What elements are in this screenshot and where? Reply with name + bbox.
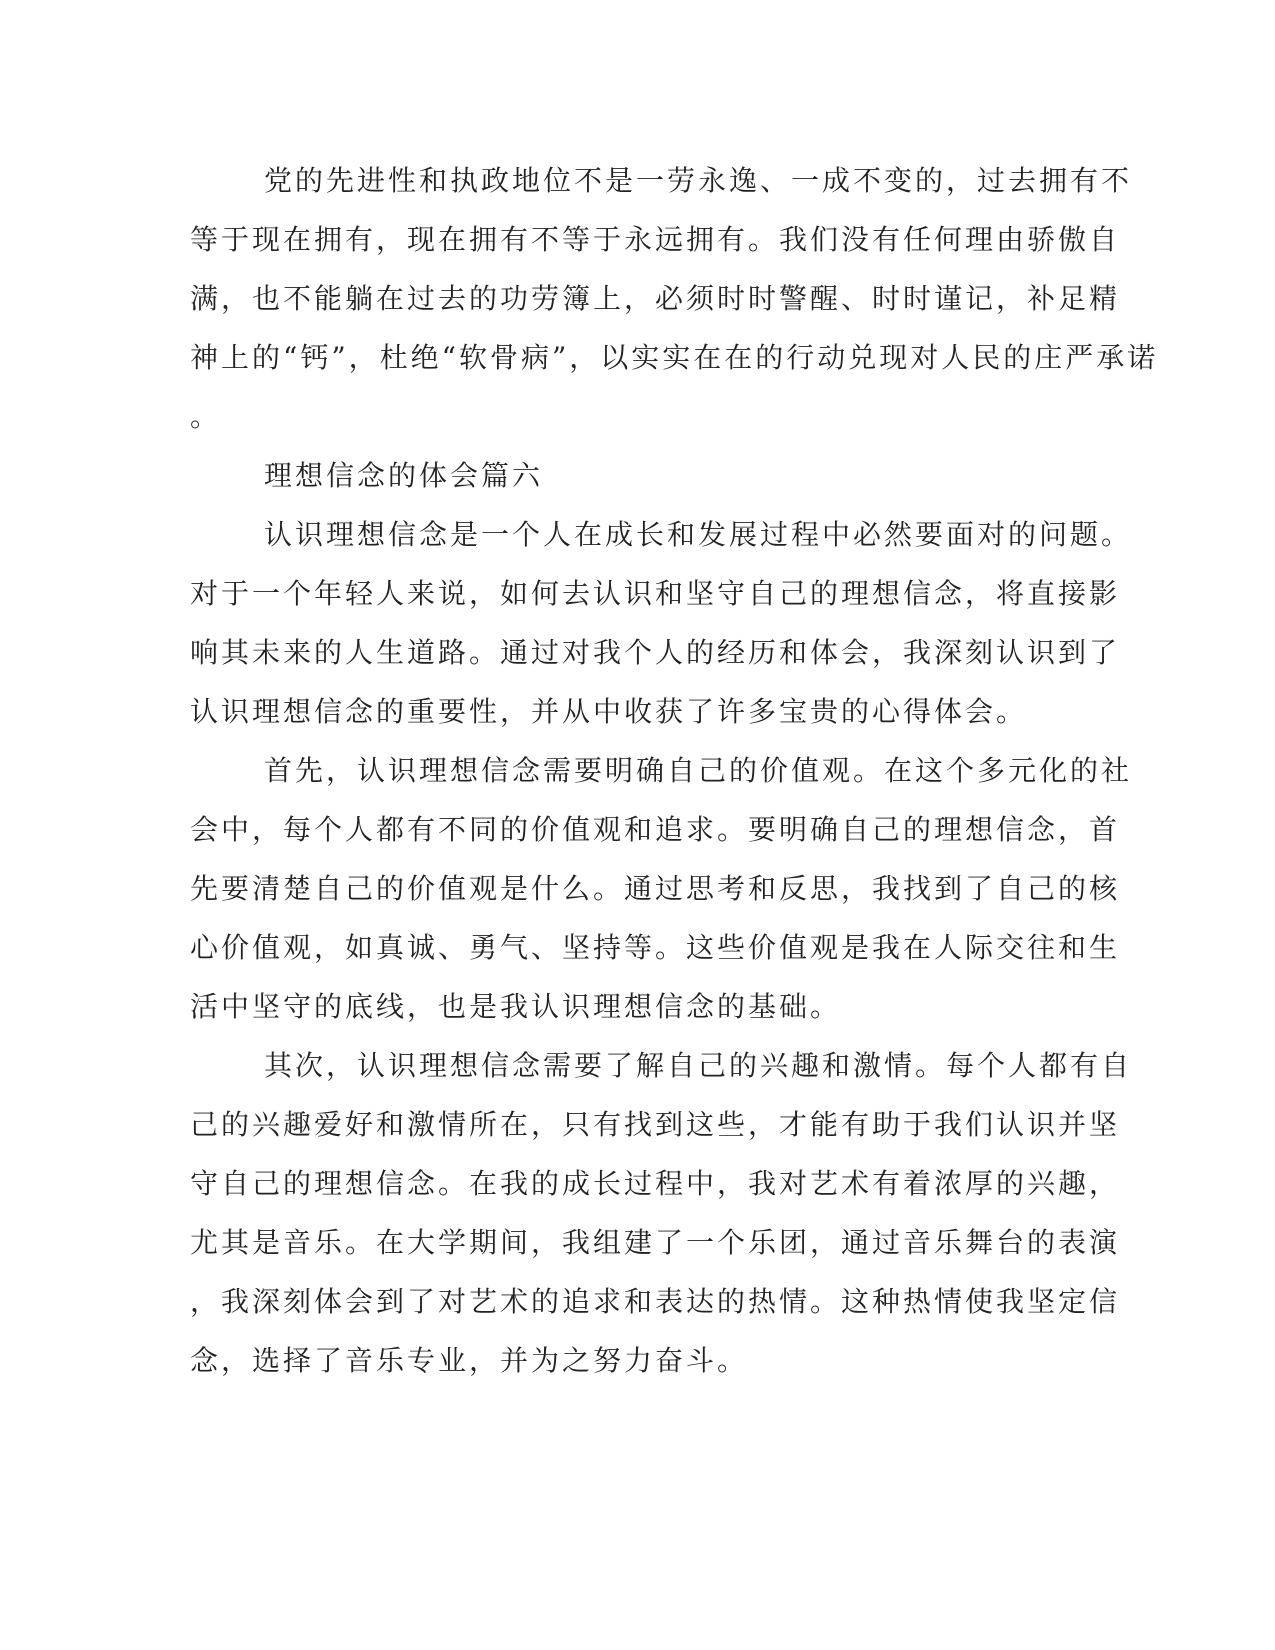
text-line: 先要清楚自己的价值观是什么。通过思考和反思，我找到了自己的核: [190, 872, 1121, 905]
text-line: 心价值观，如真诚、勇气、坚持等。这些价值观是我在人际交往和生: [190, 931, 1121, 964]
section-heading: 理想信念的体会篇六: [264, 459, 544, 492]
text-line: 。: [190, 400, 222, 433]
text-line: 响其未来的人生道路。通过对我个人的经历和体会，我深刻认识到了: [190, 636, 1121, 669]
text-line: 首先，认识理想信念需要明确自己的价值观。在这个多元化的社: [264, 754, 1133, 787]
text-line: 己的兴趣爱好和激情所在，只有找到这些，才能有助于我们认识并坚: [190, 1108, 1121, 1141]
text-line: 等于现在拥有，现在拥有不等于永远拥有。我们没有任何理由骄傲自: [190, 223, 1121, 256]
text-line: 尤其是音乐。在大学期间，我组建了一个乐团，通过音乐舞台的表演: [190, 1226, 1121, 1259]
text-line: 活中坚守的底线，也是我认识理想信念的基础。: [190, 990, 842, 1023]
text-line: 其次，认识理想信念需要了解自己的兴趣和激情。每个人都有自: [264, 1049, 1133, 1082]
text-line: 会中，每个人都有不同的价值观和追求。要明确自己的理想信念，首: [190, 813, 1121, 846]
text-line: 认识理想信念的重要性，并从中收获了许多宝贵的心得体会。: [190, 695, 1028, 728]
text-line: 满，也不能躺在过去的功劳簿上，必须时时警醒、时时谨记，补足精: [190, 282, 1121, 315]
text-line: 对于一个年轻人来说，如何去认识和坚守自己的理想信念，将直接影: [190, 577, 1121, 610]
text-line: 认识理想信念是一个人在成长和发展过程中必然要面对的问题。: [264, 518, 1133, 551]
text-line: 念，选择了音乐专业，并为之努力奋斗。: [190, 1344, 749, 1377]
text-line: ，我深刻体会到了对艺术的追求和表达的热情。这种热情使我坚定信: [190, 1285, 1121, 1318]
text-line: 党的先进性和执政地位不是一劳永逸、一成不变的，过去拥有不: [264, 164, 1133, 197]
text-line: 守自己的理想信念。在我的成长过程中，我对艺术有着浓厚的兴趣，: [190, 1167, 1121, 1200]
text-line: 神上的“钙”，杜绝“软骨病”，以实实在在的行动兑现对人民的庄严承诺: [190, 341, 1159, 374]
